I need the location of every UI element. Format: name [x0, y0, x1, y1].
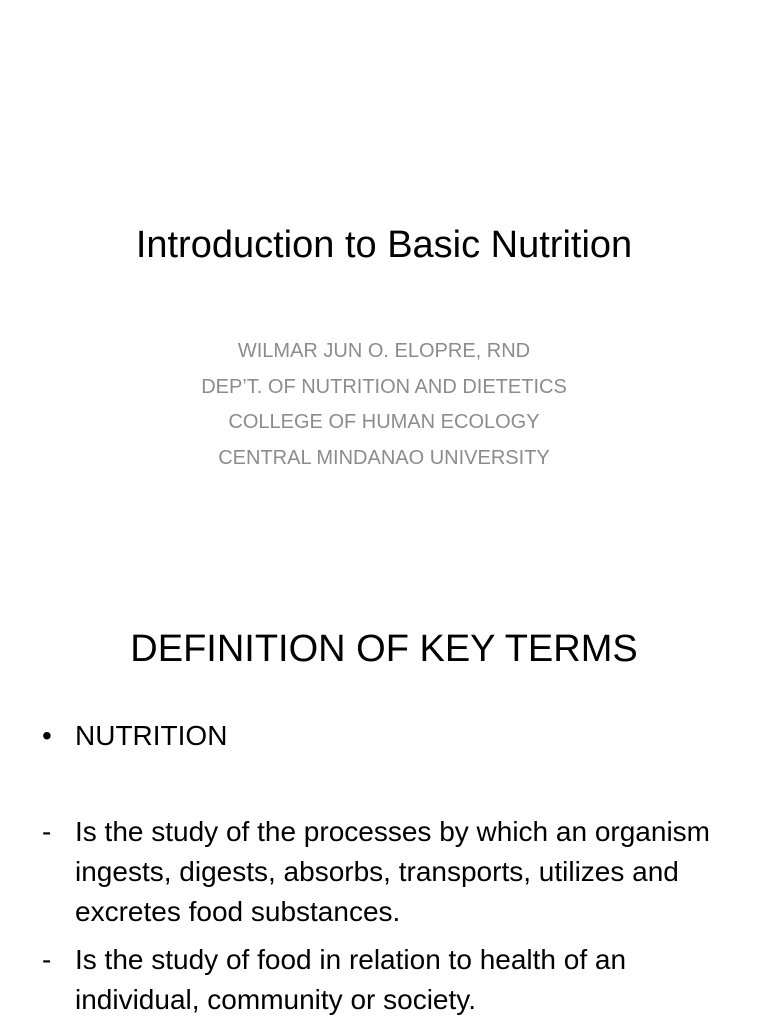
list-item — [40, 812, 730, 932]
content-slide — [0, 576, 768, 1024]
bullet-marker: • — [42, 720, 52, 751]
definition-text: Is the study of the processes by which an organism ingests, digests, absorbs, transports, utilizes and excretes food substances. — [75, 816, 710, 927]
department-name: DEP’T. OF NUTRITION AND DIETETICS — [201, 375, 567, 398]
dash-marker: - — [42, 944, 52, 975]
slide-content — [40, 716, 730, 1024]
definition-text: Is the study of food in relation to health of an individual, community or society. — [75, 944, 627, 1015]
dash-marker: - — [42, 816, 52, 847]
term-text: NUTRITION — [75, 720, 228, 751]
university-name: CENTRAL MINDANAO UNIVERSITY — [218, 446, 550, 469]
list-item — [40, 716, 730, 756]
slide-title: DEFINITION OF KEY TERMS — [130, 628, 638, 670]
college-name: COLLEGE OF HUMAN ECOLOGY — [228, 411, 540, 433]
presenter-name: WILMAR JUN O. ELOPRE, RND — [237, 340, 531, 362]
presenter-info — [0, 334, 768, 476]
slide-title: Introduction to Basic Nutrition — [135, 224, 633, 266]
list-item — [40, 940, 730, 1020]
